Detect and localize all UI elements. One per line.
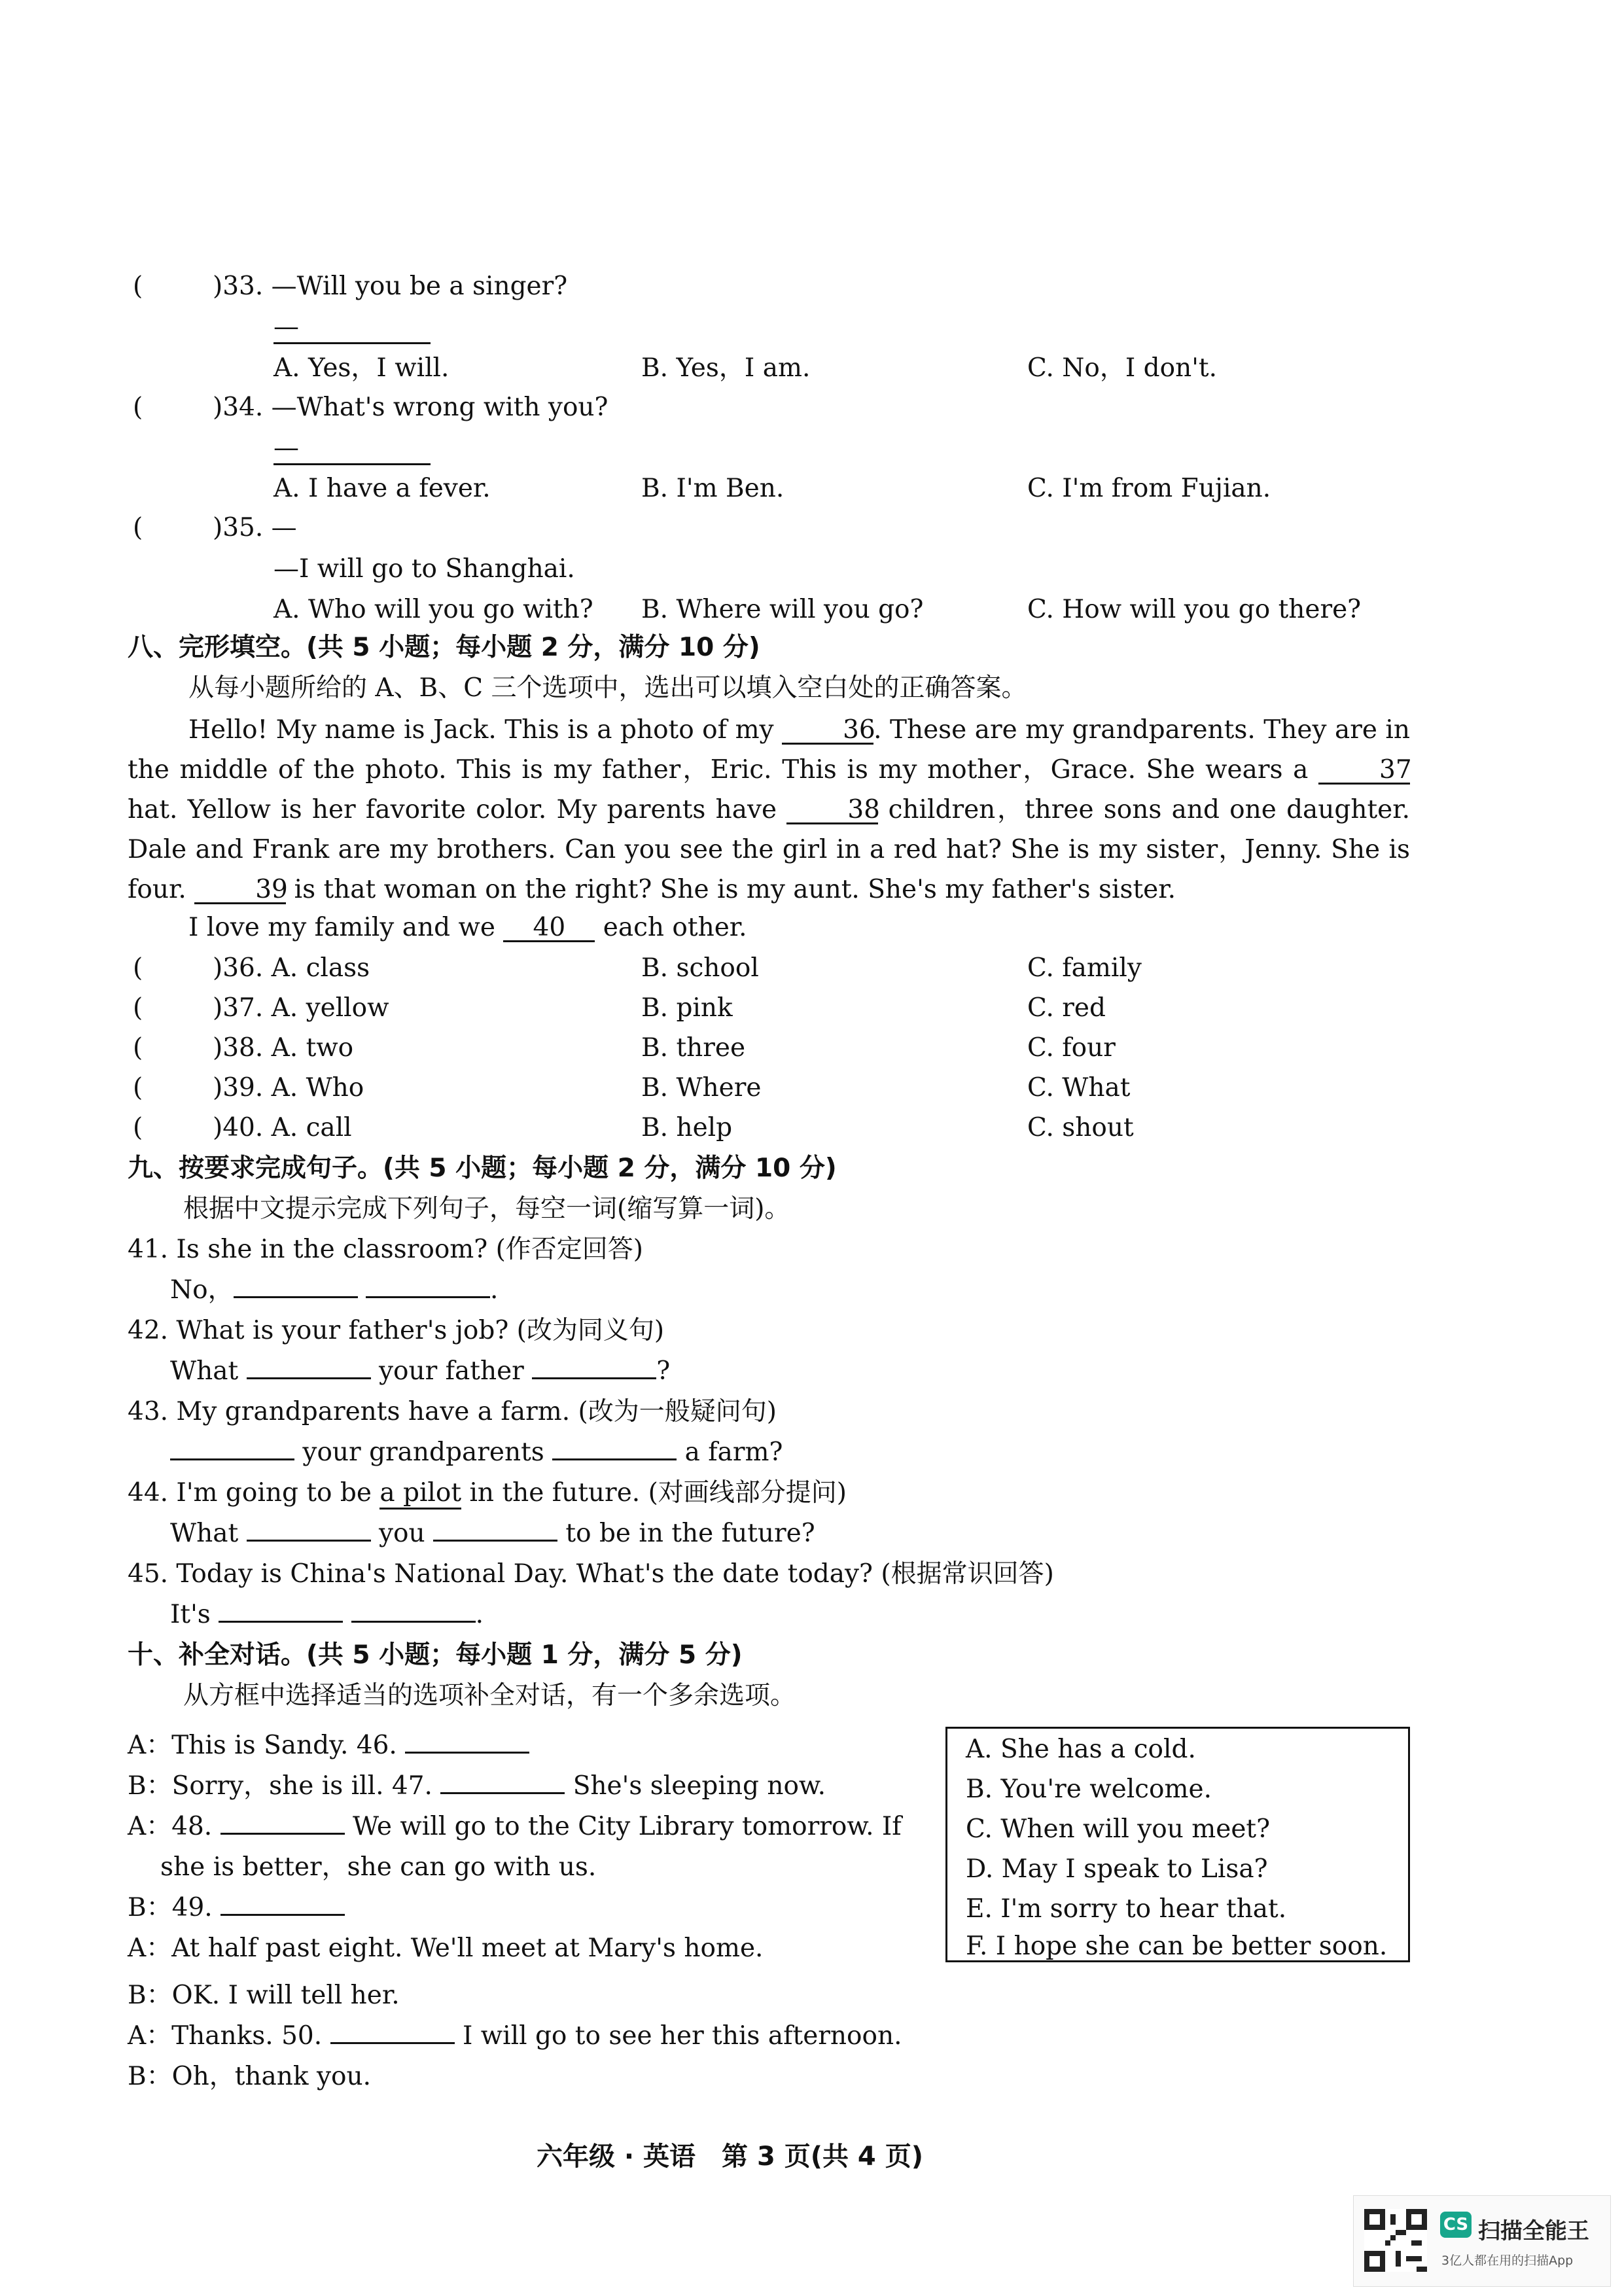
q35-option-b: B. Where will you go? [641,595,924,624]
q34-option-b: B. I'm Ben. [641,474,785,503]
q36-paren: ( [133,953,143,983]
dialog-line-8: A：Thanks. 50. I will go to see her this afternoon. [128,2021,902,2051]
q34-answer-blank: — [273,435,431,465]
q43-blank-1 [170,1458,294,1460]
dialog-line-1: A：This is Sandy. 46. [128,1733,529,1758]
q35-option-a: A. Who will you go with? [273,595,593,624]
q44-blank-1 [247,1540,371,1542]
section-10-instructions: 从方框中选择适当的选项补全对话，有一个多余选项。 [183,1681,796,1710]
q35-reply: —I will go to Shanghai. [273,554,575,584]
q44-underlined-part: a pilot [379,1478,461,1510]
q39-paren: ( [133,1073,143,1103]
q36-option-a: )36. A. class [213,953,370,983]
blank-36: 36 [782,717,873,745]
q44-blank-2 [433,1540,557,1542]
blank-48 [220,1833,345,1835]
dialog-line-7: B：OK. I will tell her. [128,1981,400,2010]
q34-paren: ( [133,393,143,422]
q33-option-c: C. No，I don't. [1027,353,1218,383]
q45-answer-line: It's . [170,1600,484,1629]
q41-stem: 41. Is she in the classroom? (作否定回答) [128,1235,644,1264]
q38-option-c: C. four [1027,1033,1116,1063]
q45-stem: 45. Today is China's National Day. What's the date today? (根据常识回答) [128,1559,1054,1589]
blank-37: 37 [1318,757,1410,785]
dialog-line-5: B：49. [128,1895,345,1920]
q35-stem: )35. — [213,513,297,542]
q43-answer-line: your grandparents a farm? [170,1439,783,1465]
q38-option-a: )38. A. two [213,1033,354,1063]
q43-blank-2 [552,1458,677,1460]
q40-paren: ( [133,1113,143,1142]
section-10-title: 十、补全对话。(共 5 小题；每小题 1 分，满分 5 分) [128,1640,743,1670]
blank-38: 38 [786,797,878,824]
blank-50 [330,2042,455,2044]
box-option-d: D. May I speak to Lisa? [966,1854,1268,1884]
q34-stem: )34. —What's wrong with you? [213,393,608,422]
q37-option-a: )37. A. yellow [213,993,389,1023]
q42-blank-1 [247,1377,371,1379]
blank-47 [440,1792,565,1794]
scanner-watermark [1353,2195,1611,2287]
q37-option-b: B. pink [641,993,733,1023]
q45-blank-1 [219,1621,343,1623]
blank-46 [405,1752,529,1754]
dialog-line-3: A：48. We will go to the City Library tomorrow. If [128,1812,902,1841]
cloze-last-line: I love my family and we 40 each other. [188,913,747,942]
q40-option-c: C. shout [1027,1113,1134,1142]
section-9-title: 九、按要求完成句子。(共 5 小题；每小题 2 分，满分 10 分) [128,1154,837,1183]
dialog-line-4: she is better，she can go with us. [160,1852,597,1882]
dialog-line-6: A：At half past eight. We'll meet at Mary's home. [128,1934,764,1963]
section-8-title: 八、完形填空。(共 5 小题；每小题 2 分，满分 10 分) [128,633,760,662]
q45-blank-2 [351,1621,476,1623]
box-option-f: F. I hope she can be better soon. [966,1932,1388,1961]
q35-paren: ( [133,513,143,542]
q43-stem: 43. My grandparents have a farm. (改为一般疑问句) [128,1397,777,1426]
scanner-app-name: 扫描全能王 [1478,2218,1589,2244]
section-8-instructions: 从每小题所给的 A、B、C 三个选项中，选出可以填入空白处的正确答案。 [188,673,1027,703]
q41-answer-line: No， . [170,1275,499,1305]
page-footer: 六年级 · 英语 第 3 页(共 4 页) [537,2142,923,2172]
q42-blank-2 [532,1377,656,1379]
q42-answer-line: What your father ? [170,1356,671,1386]
q33-option-a: A. Yes，I will. [273,353,450,383]
box-option-b: B. You're welcome. [966,1775,1212,1804]
q34-option-a: A. I have a fever. [273,474,491,503]
q36-option-c: C. family [1027,953,1142,983]
q38-paren: ( [133,1033,143,1063]
q40-option-a: )40. A. call [213,1113,352,1142]
q41-blank-1 [234,1296,358,1298]
q44-answer-line: What you to be in the future? [170,1519,815,1548]
q36-option-b: B. school [641,953,759,983]
q33-stem: )33. —Will you be a singer? [213,272,568,301]
q39-option-c: C. What [1027,1073,1131,1103]
cloze-passage: Hello! My name is Jack. This is a photo of my 36. These are my grandparents. They are in the middle of the photo. This is my father，Eric. This is my mother，Grace. She wears a 37 hat. Yellow is her favorite color. My parents have 38 children，three sons and one daughter. Dale and Frank are my brothers. Can you see the girl in a red hat? She is my sister，Jenny. She is four. 39 is that woman on the right? She is my aunt. She's my father's sister. [128,715,1412,904]
q37-option-c: C. red [1027,993,1106,1023]
options-box [945,1727,1410,1962]
q35-option-c: C. How will you go there? [1027,595,1362,624]
section-9-instructions: 根据中文提示完成下列句子，每空一词(缩写算一词)。 [183,1194,790,1224]
q42-stem: 42. What is your father's job? (改为同义句) [128,1316,665,1345]
blank-39: 39 [194,877,286,904]
q44-stem: 44. I'm going to be a pilot in the future. (对画线部分提问) [128,1480,847,1506]
q38-option-b: B. three [641,1033,746,1063]
q37-paren: ( [133,993,143,1023]
q39-option-a: )39. A. Who [213,1073,364,1103]
q39-option-b: B. Where [641,1073,762,1103]
dialog-line-9: B：Oh，thank you. [128,2062,371,2091]
q40-option-b: B. help [641,1113,733,1142]
qr-code-icon [1364,2209,1427,2272]
q41-blank-2 [366,1296,490,1298]
box-option-a: A. She has a cold. [966,1735,1196,1764]
q33-option-b: B. Yes，I am. [641,353,811,383]
scanner-tagline: 3亿人都在用的扫描App [1441,2253,1574,2268]
box-option-e: E. I'm sorry to hear that. [966,1894,1287,1924]
q34-option-c: C. I'm from Fujian. [1027,474,1271,503]
blank-49 [220,1914,345,1916]
dialog-line-2: B：Sorry，she is ill. 47. She's sleeping now. [128,1771,826,1801]
q33-paren: ( [133,272,143,301]
blank-40: 40 [503,915,595,942]
box-option-c: C. When will you meet? [966,1814,1270,1844]
q33-answer-blank: — [273,314,431,344]
scanner-logo: CS [1440,2212,1472,2238]
